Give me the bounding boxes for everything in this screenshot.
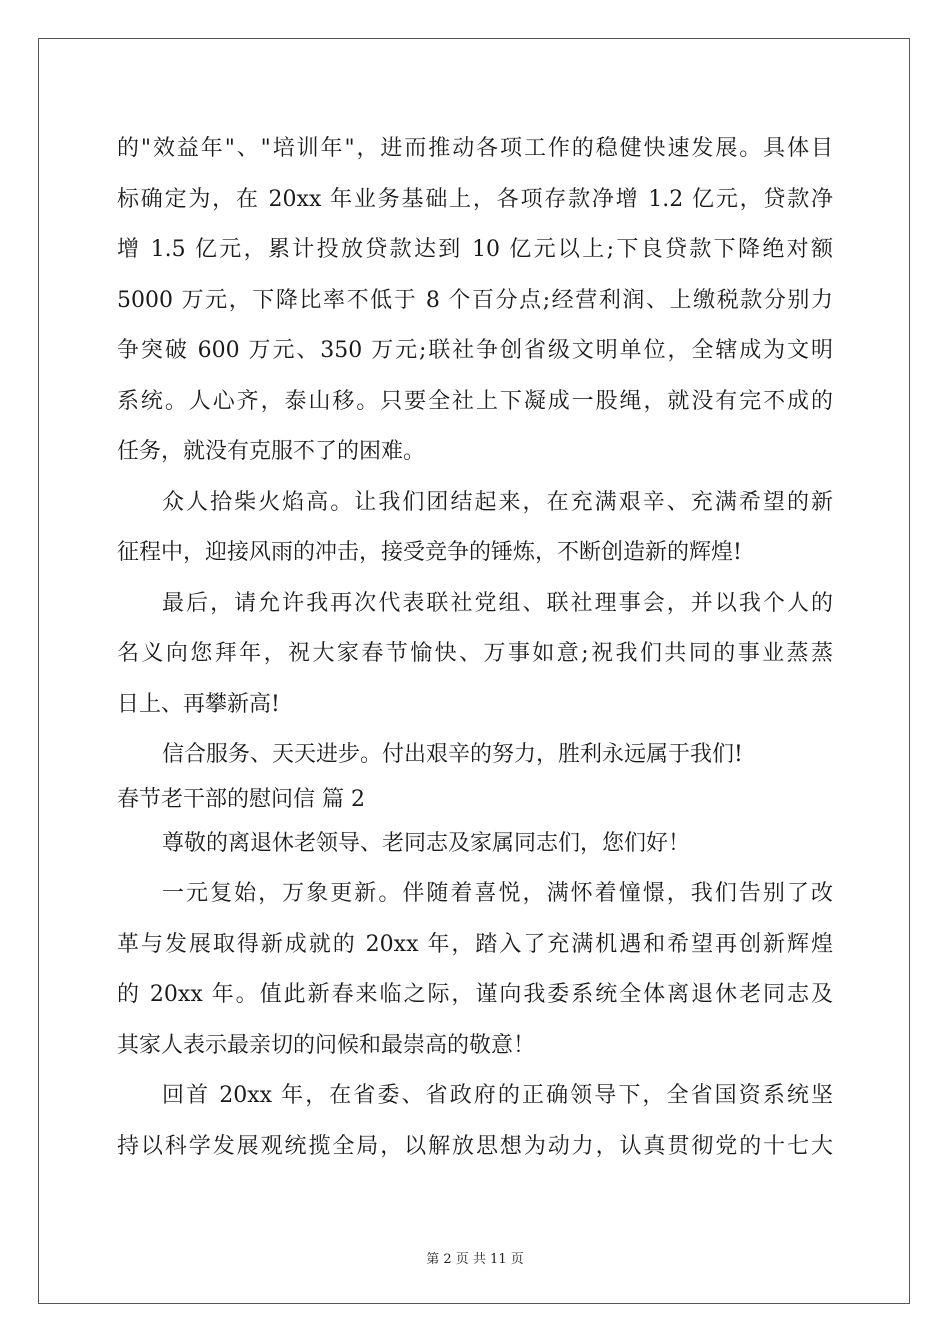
text-line: 名义向您拜年，祝大家春节愉快、万事如意;祝我们共同的事业蒸蒸 — [117, 641, 833, 666]
text-line: 其家人表示最亲切的问候和最崇高的敬意！ — [117, 1032, 536, 1058]
paragraph-start: 众人拾柴火焰高。让我们团结起来，在充满艰辛、充满希望的新 — [162, 489, 833, 515]
section-heading: 春节老干部的慰问信 篇 2 — [117, 786, 365, 812]
text-line: 5000 万元，下降比率不低于 8 个百分点;经营利润、上缴税款分别力 — [117, 287, 833, 313]
document-body — [117, 124, 833, 1172]
text-line: 的"效益年"、"培训年"，进而推动各项工作的稳健快速发展。具体目 — [117, 136, 833, 161]
paragraph-start: 一元复始，万象更新。伴随着喜悦，满怀着憧憬，我们告别了改 — [162, 881, 833, 906]
text-line: 标确定为，在 20xx 年业务基础上，各项存款净增 1.2 亿元，贷款净 — [117, 186, 833, 212]
text-line: 增 1.5 亿元，累计投放贷款达到 10 亿元以上;下良贷款下降绝对额 — [117, 237, 833, 262]
paragraph-start: 信合服务、天天进步。付出艰辛的努力，胜利永远属于我们! — [162, 742, 743, 767]
text-line: 系统。人心齐，泰山移。只要全社上下凝成一股绳，就没有完不成的 — [117, 388, 833, 414]
paragraph-start: 最后，请允许我再次代表联社党组、联社理事会，并以我个人的 — [162, 590, 833, 616]
text-line: 的 20xx 年。值此新春来临之际，谨向我委系统全体离退休老同志及 — [117, 982, 833, 1007]
text-line: 征程中，迎接风雨的冲击，接受竞争的锤炼，不断创造新的辉煌! — [117, 540, 742, 565]
paragraph-start: 回首 20xx 年，在省委、省政府的正确领导下，全省国资系统坚 — [162, 1083, 833, 1108]
text-line: 持以科学发展观统揽全局，以解放思想为动力，认真贯彻党的十七大 — [117, 1133, 833, 1159]
text-line: 任务，就没有克服不了的困难。 — [117, 439, 426, 464]
page-number: 第 2 页 共 11 页 — [426, 1252, 524, 1267]
salutation: 尊敬的离退休老领导、老同志及家属同志们，您们好！ — [162, 830, 691, 856]
text-line: 日上、再攀新高! — [117, 691, 280, 717]
text-line: 争突破 600 万元、350 万元;联社争创省级文明单位，全辖成为文明 — [117, 338, 833, 363]
text-line: 革与发展取得新成就的 20xx 年，踏入了充满机遇和希望再创新辉煌 — [117, 931, 833, 957]
